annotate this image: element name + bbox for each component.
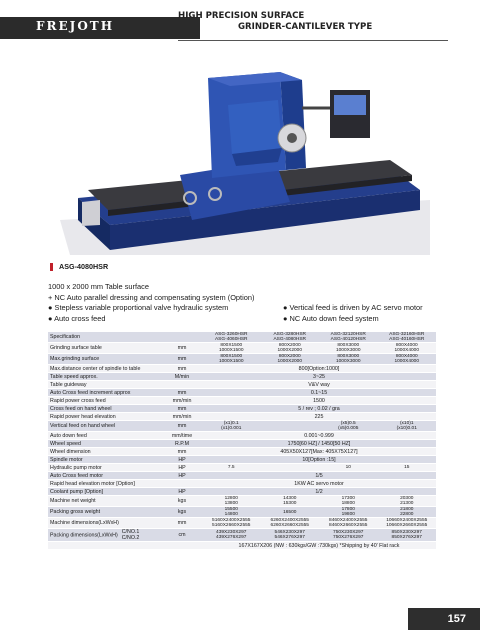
page-number: 157	[447, 613, 466, 625]
spec-row	[48, 389, 436, 397]
spec-unit: mm	[162, 448, 202, 456]
spec-row	[48, 456, 436, 464]
spec-name: Spindle motor	[48, 456, 162, 464]
spec-name: Grinding surface table	[48, 343, 162, 354]
spec-value: 15500 14800	[202, 507, 261, 518]
spec-value: 225	[202, 413, 436, 421]
title-divider	[178, 40, 448, 41]
model-label: ASG-4080HSR	[59, 262, 109, 271]
spec-table	[48, 332, 436, 550]
spec-unit: HP	[162, 472, 202, 480]
spec-row	[48, 421, 436, 432]
spec-value: ASG-3280HSR ASG-4080HSR	[261, 332, 320, 343]
page-title	[178, 11, 388, 47]
model-marker	[50, 263, 53, 271]
spec-value: 10660X2400X2555 10660X2660X2555	[378, 518, 437, 529]
spec-unit: mm	[162, 421, 202, 432]
spec-value: 5160X2400X2555 5160X2660X2555	[202, 518, 261, 529]
spec-name: Vertical feed on hand wheel	[48, 421, 162, 432]
spec-value: 1750[60 HZ] / 1450[50 HZ]	[202, 440, 436, 448]
spec-row	[48, 518, 436, 529]
feature-item: 1000 x 2000 mm Table surface	[48, 282, 149, 291]
spec-value: ASG-32160HSR ASG-40160HSR	[378, 332, 437, 343]
spec-row	[48, 440, 436, 448]
spec-value: 1/5	[202, 472, 436, 480]
spec-row	[48, 354, 436, 365]
spec-row	[48, 448, 436, 456]
spec-row	[48, 405, 436, 413]
spec-unit: kgs	[162, 496, 202, 507]
spec-value: 1/2	[202, 488, 436, 496]
spec-value: 800X1500 1000X1500	[202, 343, 261, 354]
spec-value: ASG-32120HSR ASG-40120HSR	[319, 332, 378, 343]
feature-item: ● Stepless variable proportional valve hydraulic system	[48, 303, 229, 312]
spec-row	[48, 480, 436, 488]
spec-row	[48, 413, 436, 421]
spec-unit: mm	[162, 343, 202, 354]
spec-name: Auto Cross feed motor	[48, 472, 162, 480]
spec-unit: mm/min	[162, 397, 202, 405]
spec-row	[48, 496, 436, 507]
spec-value: 800[Option:1000]	[202, 365, 436, 373]
spec-name: Wheel dimension	[48, 448, 162, 456]
spec-unit: kgs	[162, 507, 202, 518]
spec-unit: mm	[162, 389, 202, 397]
spec-row	[48, 464, 436, 472]
spec-value: 20300 21300	[378, 496, 437, 507]
spec-value: 14300 15300	[261, 496, 320, 507]
spec-value: ASG-3260HSR ASG-4060HSR	[202, 332, 261, 343]
spec-value: 10[Option :15]	[202, 456, 436, 464]
spec-name: Table speed approx.	[48, 373, 162, 381]
spec-value: 21800 22800	[378, 507, 437, 518]
spec-value: 850X230X297 850X276X297	[378, 529, 437, 542]
feature-item: + NC Auto parallel dressing and compensating system (Option)	[48, 292, 255, 302]
spec-row	[48, 373, 436, 381]
feature-list-right	[283, 303, 423, 324]
spec-name: Table guideway	[48, 381, 162, 389]
spec-row	[48, 529, 436, 542]
spec-row	[48, 365, 436, 373]
spec-value: V&V way	[202, 381, 436, 389]
feature-item: ● NC Auto down feed system	[283, 313, 379, 323]
spec-value: 7.5	[202, 464, 261, 472]
page-header	[0, 0, 480, 46]
page-number-box	[408, 608, 480, 630]
spec-name: Rapid power cross feed	[48, 397, 162, 405]
spec-value: 800X2000 1000X2000	[261, 343, 320, 354]
spec-name: Max.distance center of spindle to table	[48, 365, 162, 373]
spec-value: 6260X2400X2555 6260X2660X2555	[261, 518, 320, 529]
spec-value: 405X50X127[Max: 405X75X127]	[202, 448, 436, 456]
spec-value	[261, 421, 320, 432]
spec-unit: mm	[162, 354, 202, 365]
spec-value: 546X230X297 546X276X297	[261, 529, 320, 542]
brand-logo: FREJOTH	[36, 19, 115, 33]
spec-name: Wheel speed	[48, 440, 162, 448]
spec-unit: mm	[162, 518, 202, 529]
spec-name: Packing gross weight	[48, 507, 162, 518]
spec-unit	[162, 542, 202, 550]
spec-unit: mm	[162, 365, 202, 373]
spec-row	[48, 507, 436, 518]
spec-unit: HP	[162, 488, 202, 496]
spec-value: 800X2000 1000X2000	[261, 354, 320, 365]
spec-name: Specification	[48, 332, 162, 343]
spec-name: Machine net weight	[48, 496, 162, 507]
spec-name-extra: C/NO.1 C/NO.2	[121, 529, 140, 541]
spec-name: Auto Cross feed increment approx	[48, 389, 162, 397]
spec-name: Max.grinding surface	[48, 354, 162, 365]
feature-list-left	[48, 282, 254, 324]
spec-unit	[162, 381, 202, 389]
spec-unit: mm/min	[162, 413, 202, 421]
spec-value	[261, 464, 320, 472]
spec-value: 15	[378, 464, 437, 472]
spec-unit: HP	[162, 464, 202, 472]
spec-value: 800X3000 1000X3000	[319, 354, 378, 365]
spec-name: Coolant pump [Option]	[48, 488, 162, 496]
spec-unit: mm/time	[162, 432, 202, 440]
spec-value: (x10)1 (x10)0.01	[378, 421, 437, 432]
spec-value: 17300 18800	[319, 496, 378, 507]
spec-unit: mm	[162, 405, 202, 413]
spec-name	[48, 529, 162, 542]
feature-item: ● Vertical feed is driven by AC servo motor	[283, 303, 423, 312]
spec-row	[48, 343, 436, 354]
spec-unit: M/min	[162, 373, 202, 381]
spec-value: 1KW AC servo motor	[202, 480, 436, 488]
spec-name-text: Packing dimensions(LxWxH)	[50, 532, 118, 539]
spec-value: 800X4000 1000X4000	[378, 343, 437, 354]
spec-value: 8460X2400X2555 8460X2660X2555	[319, 518, 378, 529]
product-photo	[40, 50, 430, 255]
spec-row	[48, 332, 436, 343]
title-line-1: HIGH PRECISION SURFACE	[178, 11, 305, 21]
spec-value: 5 / rev ; 0.02 / gra	[202, 405, 436, 413]
spec-unit	[162, 480, 202, 488]
spec-value: 0.001~0.999	[202, 432, 436, 440]
spec-row	[48, 381, 436, 389]
spec-name: Machine dimensions(LxWxH)	[48, 518, 162, 529]
spec-value: 800X4000 1000X4000	[378, 354, 437, 365]
spec-value: (x1)0.1 (x1)0.001	[202, 421, 261, 432]
title-line-2: GRINDER-CANTILEVER TYPE	[238, 22, 373, 32]
spec-name: Rapid power head elevation	[48, 413, 162, 421]
spec-row	[48, 542, 436, 550]
spec-name: Hydraulic pump motor	[48, 464, 162, 472]
spec-value: 12800 13800	[202, 496, 261, 507]
spec-value: 1500	[202, 397, 436, 405]
spec-value: 800X1500 1000X1500	[202, 354, 261, 365]
spec-value: 800X3000 1000X3000	[319, 343, 378, 354]
spec-row	[48, 472, 436, 480]
spec-value: 0.1~15	[202, 389, 436, 397]
spec-value: 10	[319, 464, 378, 472]
spec-row	[48, 488, 436, 496]
spec-value: 439X230X297 439X276X297	[202, 529, 261, 542]
spec-name: Cross feed on hand wheel	[48, 405, 162, 413]
spec-value: 3~25	[202, 373, 436, 381]
spec-unit	[162, 332, 202, 343]
spec-name: Auto down feed	[48, 432, 162, 440]
spec-name: Rapid head elevation motor [Option]	[48, 480, 162, 488]
spec-value: 167X167X206 (NW : 630kgs/GW :730kgs) *Shipping by 40' Flat rack	[202, 542, 436, 550]
spec-value: 16500	[261, 507, 320, 518]
spec-value: (x5)0.5 (x5)0.005	[319, 421, 378, 432]
spec-unit: R.P.M	[162, 440, 202, 448]
spec-unit: HP	[162, 456, 202, 464]
spec-row	[48, 432, 436, 440]
spec-row	[48, 397, 436, 405]
spec-value: 17800 19800	[319, 507, 378, 518]
spec-name	[48, 542, 162, 550]
spec-value: 750X230X297 750X276X297	[319, 529, 378, 542]
model-heading	[50, 262, 108, 271]
spec-unit: cm	[162, 529, 202, 542]
feature-item: ● Auto cross feed	[48, 313, 106, 323]
